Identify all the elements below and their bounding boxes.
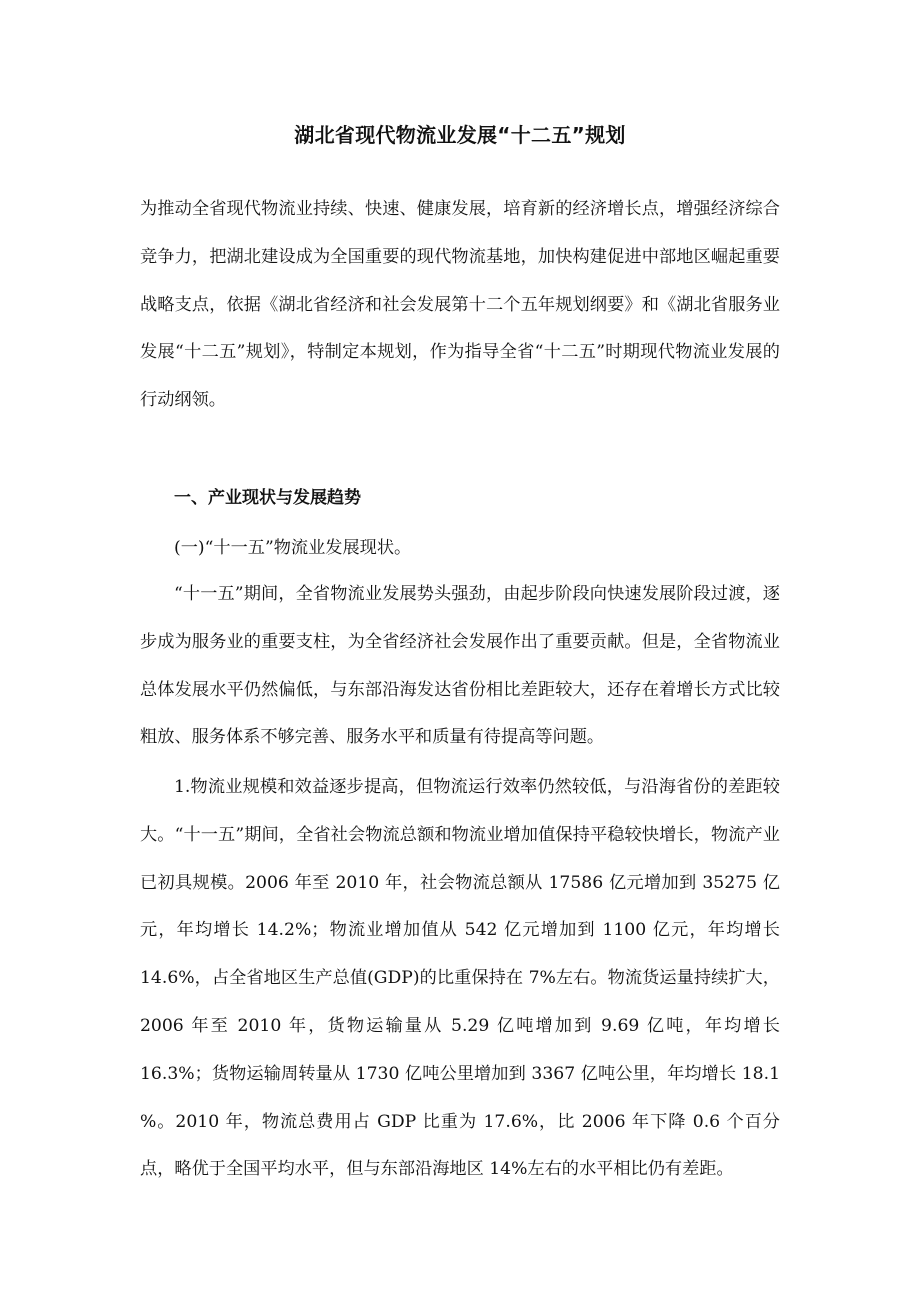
intro-paragraph: 为推动全省现代物流业持续、快速、健康发展，培育新的经济增长点，增强经济综合竞争力，把湖北建设成为全国重要的现代物流基地，加快构建促进中部地区崛起重要战略支点，依据《湖北省经济和社会发展第十二个五年规划纲要》和《湖北省服务业发展“十二五”规划》，特制定本规划，作为指导全省“十二五”时期现代物流业发展的行动纲领。 [140, 199, 780, 411]
document-title: 湖北省现代物流业发展“十二五”规划 [294, 123, 626, 147]
subsection-heading: (一)“十一五”物流业发展现状。 [174, 538, 412, 558]
body-paragraph-2: 1.物流业规模和效益逐步提高，但物流运行效率仍然较低，与沿海省份的差距较大。“十一五”期间，全省社会物流总额和物流业增加值保持平稳较快增长，物流产业已初具规模。2006 年至 2010 年，社会物流总额从 17586 亿元增加到 35275 亿元，年均增长 14.2%；物流业增加值从 542 亿元增加到 1100 亿元，年均增长 14.6%，占全省地区生产总值(GDP)的比重保持在 7%左右。物流货运量持续扩大，2006 年至 2010 年，货物运输量从 5.29 亿吨增加到 9.69 亿吨，年均增长 16.3%；货物运输周转量从 1730 亿吨公里增加到 3367 亿吨公里，年均增长 18.1 %。2010 年，物流总费用占 GDP 比重为 17.6%，比 2006 年下降 0.6 个百分点，略优于全国平均水平，但与东部沿海地区 14%左右的水平相比仍有差距。 [140, 777, 780, 1180]
body-paragraph-1: “十一五”期间，全省物流业发展势头强劲，由起步阶段向快速发展阶段过渡，逐步成为服务业的重要支柱，为全省经济社会发展作出了重要贡献。但是，全省物流业总体发展水平仍然偏低，与东部沿海发达省份相比差距较大，还存在着增长方式比较粗放、服务体系不够完善、服务水平和质量有待提高等问题。 [140, 584, 780, 748]
section-heading: 一、产业现状与发展趋势 [174, 488, 361, 508]
